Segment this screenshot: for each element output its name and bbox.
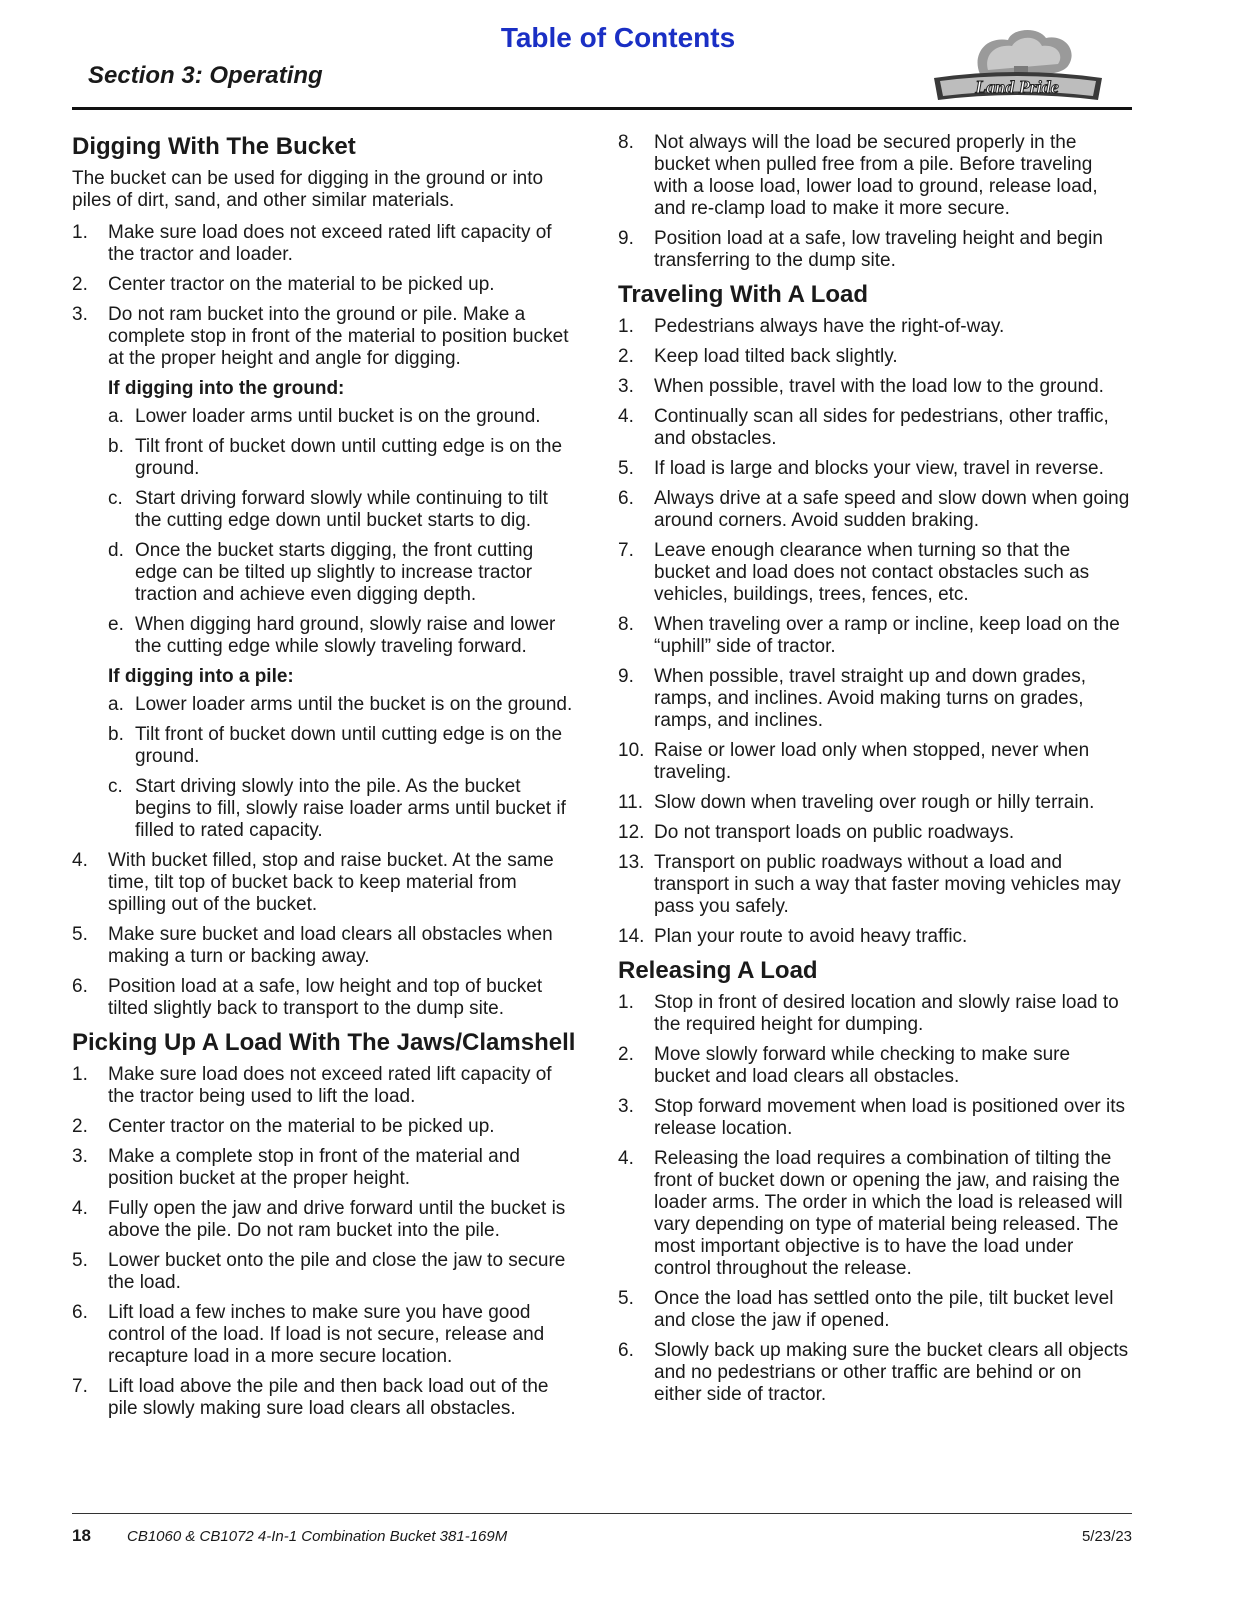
list-item-text: Releasing the load requires a combination of tilting the front of bucket down or opening the jaw, and raising the loader arms. The order in which the load is released will vary depending on type of material being released. The most important objective is to have the load under control throughout the release. (654, 1148, 1123, 1279)
list-item-number: e. (108, 614, 124, 635)
list-item (108, 406, 577, 428)
pile-subheading: If digging into a pile: (108, 666, 294, 687)
section-title: Section 3: Operating (88, 62, 323, 89)
list-item-text: Continually scan all sides for pedestrians, other traffic, and obstacles. (654, 406, 1109, 449)
list-item (72, 1250, 577, 1294)
left-column (72, 132, 577, 1428)
list-item-text: Make a complete stop in front of the material and position bucket at the proper height. (108, 1146, 520, 1189)
picking-steps (72, 1064, 577, 1420)
list-item-number: 6. (618, 488, 634, 509)
list-item-text: Slow down when traveling over rough or hilly terrain. (654, 792, 1095, 813)
list-item (618, 458, 1130, 480)
list-item-number: a. (108, 406, 124, 427)
list-item-number: 5. (618, 1288, 634, 1309)
list-item-text: Pedestrians always have the right-of-way. (654, 316, 1005, 337)
list-item-text: Fully open the jaw and drive forward until the bucket is above the pile. Do not ram bucket into the pile. (108, 1198, 566, 1241)
list-item-text: Do not ram bucket into the ground or pile. Make a complete stop in front of the material to position bucket at the proper height and angle for digging. (108, 304, 569, 369)
list-item (618, 792, 1130, 814)
list-item (72, 304, 577, 370)
right-column (618, 132, 1130, 1414)
list-item-number: 9. (618, 666, 634, 687)
list-item-number: 3. (72, 304, 88, 325)
list-item-number: c. (108, 488, 123, 509)
list-item-number: b. (108, 724, 124, 745)
list-item-number: 14. (618, 926, 645, 947)
table-of-contents-link[interactable]: Table of Contents (500, 22, 736, 53)
list-item-number: 5. (72, 1250, 88, 1271)
list-item-number: a. (108, 694, 124, 715)
list-item (72, 924, 577, 968)
digging-steps-a (72, 222, 577, 370)
land-pride-logo (922, 26, 1112, 106)
list-item-number: 12. (618, 822, 645, 843)
list-item-number: 4. (72, 850, 88, 871)
list-item-number: 5. (618, 458, 634, 479)
list-item (618, 614, 1130, 658)
list-item (72, 1116, 577, 1138)
footer-rule (72, 1513, 1132, 1514)
list-item-text: Lower loader arms until bucket is on the ground. (135, 406, 541, 427)
list-item-number: 9. (618, 228, 634, 249)
ground-subheading: If digging into the ground: (108, 378, 345, 399)
ground-subsection (72, 378, 577, 842)
list-item-number: 5. (72, 924, 88, 945)
list-item (618, 852, 1130, 918)
list-item (72, 222, 577, 266)
heading-digging: Digging With The Bucket (72, 133, 356, 160)
list-item-text: Make sure load does not exceed rated lift capacity of the tractor and loader. (108, 222, 552, 265)
list-item-number: 2. (618, 346, 634, 367)
list-item-number: 1. (618, 992, 634, 1013)
digging-intro: The bucket can be used for digging in the ground or into piles of dirt, sand, and other similar materials. (72, 168, 544, 211)
list-item-text: Center tractor on the material to be picked up. (108, 1116, 495, 1137)
list-item (618, 132, 1130, 220)
list-item (72, 1302, 577, 1368)
list-item (618, 406, 1130, 450)
list-item (618, 228, 1130, 272)
list-item-text: Slowly back up making sure the bucket clears all objects and no pedestrians or other traffic are behind or on either side of tractor. (654, 1340, 1129, 1405)
page-number: 18 (72, 1526, 91, 1545)
header-rule (72, 107, 1132, 110)
ground-steps (108, 406, 577, 658)
list-item (108, 488, 577, 532)
list-item (618, 488, 1130, 532)
list-item (618, 1288, 1130, 1332)
list-item-number: d. (108, 540, 124, 561)
list-item (618, 316, 1130, 338)
list-item-text: Position load at a safe, low traveling height and begin transferring to the dump site. (654, 228, 1103, 271)
list-item-text: Lower loader arms until the bucket is on the ground. (135, 694, 573, 715)
list-item-text: With bucket filled, stop and raise bucket. At the same time, tilt top of bucket back to keep material from spilling out of the bucket. (108, 850, 554, 915)
list-item-number: 4. (618, 1148, 634, 1169)
list-item-text: When possible, travel straight up and down grades, ramps, and inclines. Avoid making turns on grades, ramps, and inclines. (654, 666, 1086, 731)
list-item-text: When digging hard ground, slowly raise and lower the cutting edge while slowly traveling forward. (135, 614, 556, 657)
list-item (72, 1376, 577, 1420)
document-title: CB1060 & CB1072 4-In-1 Combination Bucket 381-169M (127, 1528, 508, 1545)
list-item (618, 926, 1130, 948)
list-item-number: 3. (72, 1146, 88, 1167)
list-item-number: 7. (72, 1376, 88, 1397)
list-item (108, 724, 577, 768)
list-item (108, 540, 577, 606)
list-item-text: Transport on public roadways without a load and transport in such a way that faster moving vehicles may pass you safely. (654, 852, 1121, 917)
pile-steps (108, 694, 577, 842)
list-item-text: Plan your route to avoid heavy traffic. (654, 926, 968, 947)
list-item-text: Do not transport loads on public roadways. (654, 822, 1015, 843)
list-item (108, 614, 577, 658)
list-item-text: If load is large and blocks your view, travel in reverse. (654, 458, 1104, 479)
list-item (72, 274, 577, 296)
list-item (72, 976, 577, 1020)
list-item-text: Position load at a safe, low height and top of bucket tilted slightly back to transport to the dump site. (108, 976, 543, 1019)
list-item-text: Move slowly forward while checking to make sure bucket and load clears all obstacles. (654, 1044, 1071, 1087)
list-item (618, 666, 1130, 732)
list-item-text: Make sure bucket and load clears all obstacles when making a turn or backing away. (108, 924, 553, 967)
releasing-steps (618, 992, 1130, 1406)
list-item (618, 1096, 1130, 1140)
list-item-text: Stop forward movement when load is positioned over its release location. (654, 1096, 1126, 1139)
list-item (618, 346, 1130, 368)
list-item-text: Raise or lower load only when stopped, never when traveling. (654, 740, 1090, 783)
list-item-text: Keep load tilted back slightly. (654, 346, 898, 367)
list-item-number: 2. (618, 1044, 634, 1065)
list-item (72, 850, 577, 916)
list-item-number: 8. (618, 132, 634, 153)
heading-traveling: Traveling With A Load (618, 281, 869, 308)
list-item-text: Tilt front of bucket down until cutting edge is on the ground. (135, 724, 563, 767)
list-item (618, 1148, 1130, 1280)
list-item-number: 8. (618, 614, 634, 635)
list-item-text: Lift load a few inches to make sure you have good control of the load. If load is not secure, release and recapture load in a more secure location. (108, 1302, 545, 1367)
document-date: 5/23/23 (1081, 1528, 1132, 1545)
list-item-number: 1. (72, 222, 88, 243)
list-item-text: Start driving slowly into the pile. As the bucket begins to fill, slowly raise loader arms until bucket if filled to rated capacity. (135, 776, 566, 841)
list-item-text: Lower bucket onto the pile and close the jaw to secure the load. (108, 1250, 566, 1293)
list-item-number: 2. (72, 1116, 88, 1137)
digging-steps-b (72, 850, 577, 1020)
list-item (72, 1198, 577, 1242)
list-item-text: Make sure load does not exceed rated lift capacity of the tractor being used to lift the load. (108, 1064, 552, 1107)
list-item-number: 1. (618, 316, 634, 337)
heading-picking: Picking Up A Load With The Jaws/Clamshell (72, 1029, 576, 1056)
list-item-text: Center tractor on the material to be picked up. (108, 274, 495, 295)
list-item (618, 1340, 1130, 1406)
list-item-number: 4. (72, 1198, 88, 1219)
list-item-text: Leave enough clearance when turning so that the bucket and load does not contact obstacles such as vehicles, buildings, trees, fences, etc. (654, 540, 1090, 605)
list-item-number: 13. (618, 852, 645, 873)
list-item-number: c. (108, 776, 123, 797)
list-item-number: 7. (618, 540, 634, 561)
list-item-number: 3. (618, 1096, 634, 1117)
list-item-number: 10. (618, 740, 645, 761)
list-item-text: Not always will the load be secured properly in the bucket when pulled free from a pile. Before traveling with a loose load, lower load to ground, release load, and re-clamp load to make it more secure. (654, 132, 1098, 219)
list-item (72, 1064, 577, 1108)
list-item-text: Lift load above the pile and then back load out of the pile slowly making sure load clears all obstacles. (108, 1376, 549, 1419)
list-item-text: Always drive at a safe speed and slow down when going around corners. Avoid sudden braking. (654, 488, 1130, 531)
list-item-number: 6. (618, 1340, 634, 1361)
list-item (618, 822, 1130, 844)
list-item-text: When traveling over a ramp or incline, keep load on the “uphill” side of tractor. (654, 614, 1120, 657)
list-item-text: When possible, travel with the load low to the ground. (654, 376, 1104, 397)
list-item-number: 6. (72, 1302, 88, 1323)
traveling-steps (618, 316, 1130, 948)
list-item-number: b. (108, 436, 124, 457)
heading-releasing: Releasing A Load (618, 957, 818, 984)
list-item-number: 3. (618, 376, 634, 397)
list-item-number: 4. (618, 406, 634, 427)
list-item-text: Once the load has settled onto the pile, tilt bucket level and close the jaw if opened. (654, 1288, 1114, 1331)
list-item (108, 776, 577, 842)
list-item (618, 740, 1130, 784)
list-item-text: Once the bucket starts digging, the front cutting edge can be tilted up slightly to increase tractor traction and achieve even digging depth. (135, 540, 534, 605)
list-item-number: 2. (72, 274, 88, 295)
list-item (618, 992, 1130, 1036)
list-item (618, 1044, 1130, 1088)
list-item-number: 11. (618, 792, 644, 813)
list-item (72, 1146, 577, 1190)
list-item-number: 6. (72, 976, 88, 997)
list-item (108, 694, 577, 716)
picking-steps-continued (618, 132, 1130, 272)
list-item-text: Stop in front of desired location and slowly raise load to the required height for dumping. (654, 992, 1119, 1035)
list-item-text: Tilt front of bucket down until cutting edge is on the ground. (135, 436, 563, 479)
list-item-text: Start driving forward slowly while continuing to tilt the cutting edge down until bucket starts to dig. (135, 488, 548, 531)
list-item (618, 376, 1130, 398)
list-item-number: 1. (72, 1064, 88, 1085)
list-item (618, 540, 1130, 606)
list-item (108, 436, 577, 480)
svg-text:Land Pride: Land Pride (975, 77, 1059, 97)
